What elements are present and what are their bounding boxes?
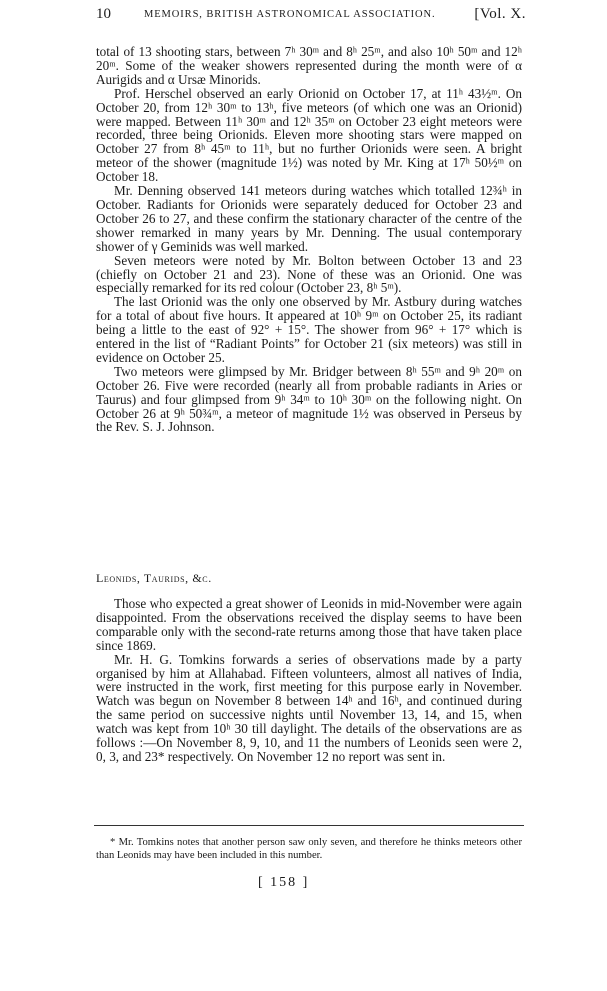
page-number: 10 [96,6,111,22]
folio-number: [ 158 ] [258,875,310,890]
paragraph: Mr. Denning observed 141 meteors during watches which totalled 12¾ʰ in October. Radiants for Orionids were separately deduced for October 23 and October 26 to 27, and these confirm the stationary character of the centre of the shower remarked in many years by Mr. Denning. The usual contemporary shower of γ Geminids was well marked. [96,183,522,254]
paragraph: Those who expected a great shower of Leonids in mid-November were again disappointed. From the observations received the display seems to have been comparable only with the second-rate returns among those that have taken place since 1869. [96,596,522,653]
footnote: * Mr. Tomkins notes that another person saw only seven, and therefore he thinks meteors other than Leonids may have been included in this number. [96,837,522,861]
footnote-rule [94,825,524,826]
paragraph: total of 13 shooting stars, between 7ʰ 30ᵐ and 8ʰ 25ᵐ, and also 10ʰ 50ᵐ and 12ʰ 20ᵐ. Some of the weaker showers represented during the month were of α Aurigids and α Ursæ Minorids. [96,44,522,87]
running-header [96,6,526,28]
paragraph: Two meteors were glimpsed by Mr. Bridger between 8ʰ 55ᵐ and 9ʰ 20ᵐ on October 26. Five were recorded (nearly all from probable radiants in Aries or Taurus) and four glimpsed from 9ʰ 34ᵐ to 10ʰ 30ᵐ on the following night. On October 26 at 9ʰ 50¾ᵐ, a meteor of magnitude 1½ was observed in Perseus by the Rev. S. J. Johnson. [96,363,522,435]
paragraph: Seven meteors were noted by Mr. Bolton between October 13 and 23 (chiefly on October 21 and 23). None of these was an Orionid. One was especially remarked for its red colour (October 23, 8ʰ 5ᵐ). [96,252,522,296]
running-title: MEMOIRS, BRITISH ASTRONOMICAL ASSOCIATION. [144,9,436,20]
body-text-section [96,597,522,764]
body-text [96,45,522,434]
paragraph: Prof. Herschel observed an early Orionid on October 17, at 11ʰ 43½ᵐ. On October 20, from 12ʰ 30ᵐ to 13ʰ, five meteors (of which one was an Orionid) were mapped. Between 11ʰ 30ᵐ and 12ʰ 35ᵐ on October 23 eight meteors were recorded, three being Orionids. Eleven more shooting stars were mapped on October 27 from 8ʰ 45ᵐ to 11ʰ, but no further Orionids were seen. A bright meteor of the shower (magnitude 1½) was noted by Mr. King at 17ʰ 50½ᵐ on October 18. [96,85,522,185]
paragraph: Mr. H. G. Tomkins forwards a series of observations made by a party organised by him at Allahabad. Fifteen volunteers, almost all natives of India, were instructed in the work, first meeting for this purpose early in November. Watch was begun on November 8 between 14ʰ and 16ʰ, and continued during the same period on successive nights until November 13, 14, and 15, when watch was kept from 10ʰ 30 till daylight. The details of the observations are as follows :—On November 8, 9, 10, and 11 the numbers of Leonids seen were 2, 0, 3, and 23* respectively. On November 12 no report was sent in. [96,651,522,764]
volume-label: [Vol. X. [474,6,526,22]
section-heading: Leonids, Taurids, &c. [96,571,212,585]
paragraph: The last Orionid was the only one observed by Mr. Astbury during watches for a total of about five hours. It appeared at 10ʰ 9ᵐ on October 25, its radiant being a little to the east of 92° + 15°. The shower from 96° + 17° which is entered in the list of “Radiant Points” for October 21 (six meteors) was still in evidence on October 25. [96,294,522,365]
